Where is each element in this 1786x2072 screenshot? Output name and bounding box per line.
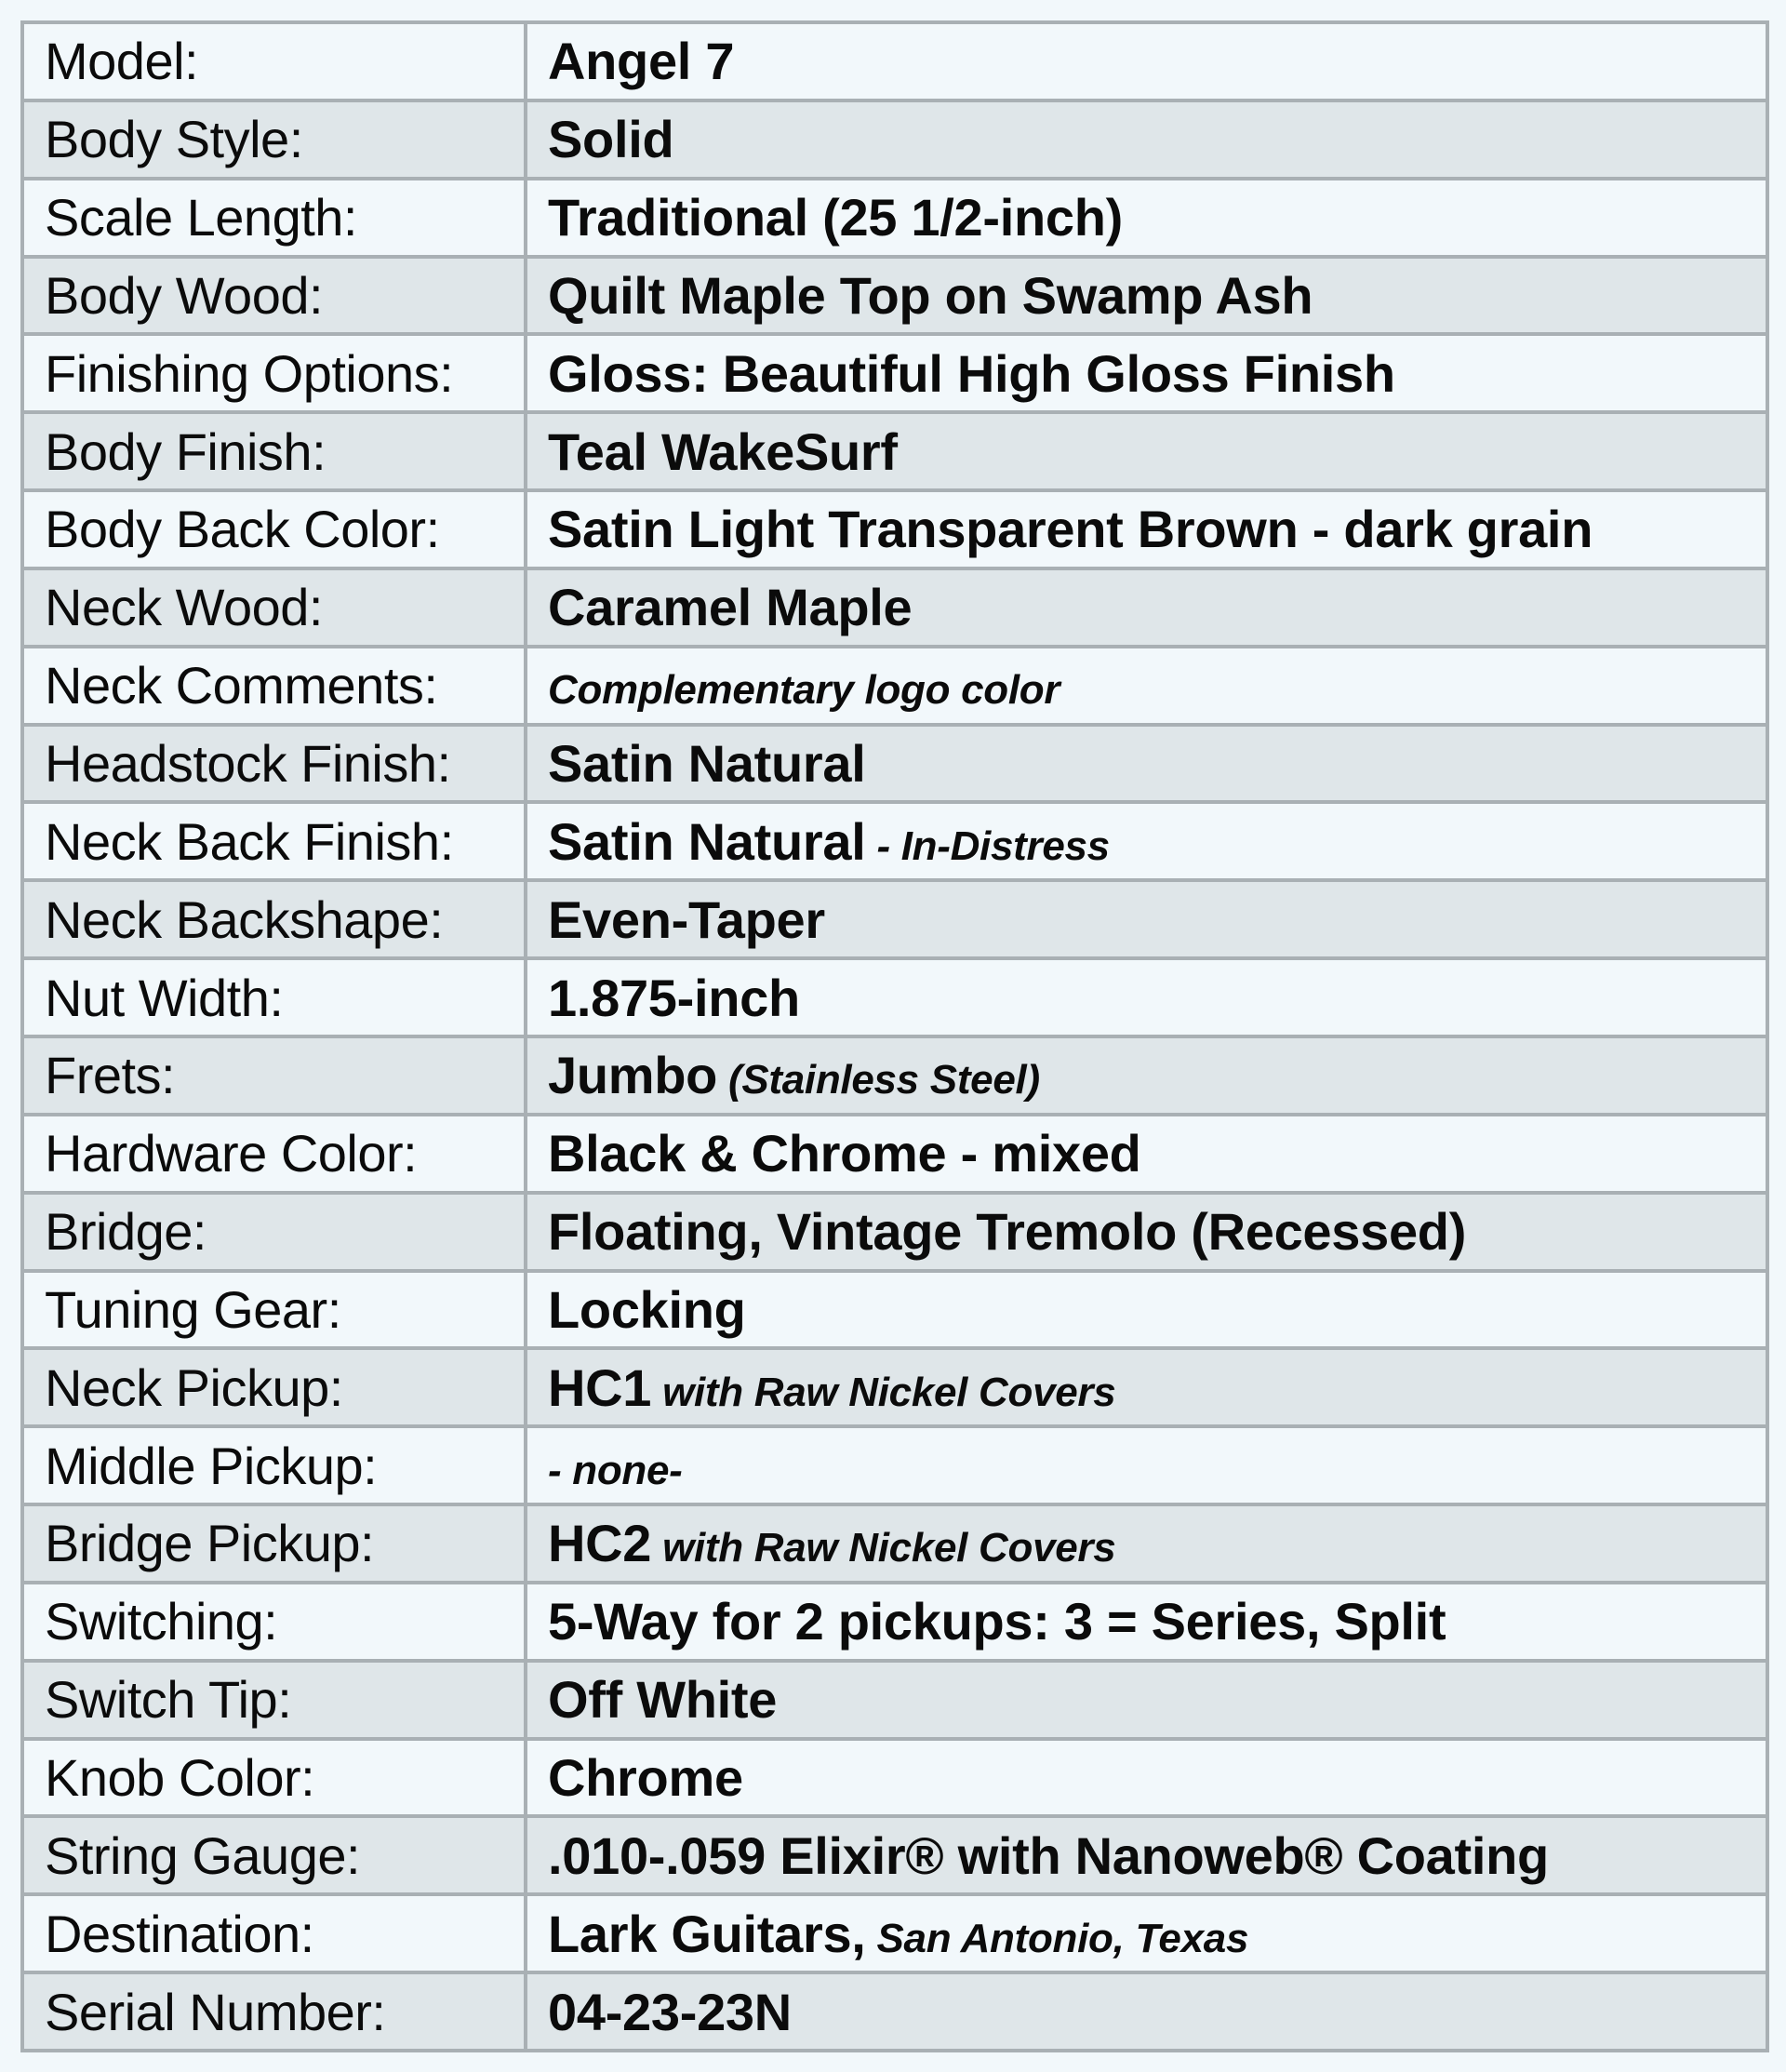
spec-value: Caramel Maple bbox=[548, 578, 913, 637]
spec-label: Switching: bbox=[22, 1583, 526, 1661]
spec-value: Satin Light Transparent Brown - dark grain bbox=[548, 500, 1593, 559]
spec-label: Finishing Options: bbox=[22, 334, 526, 412]
spec-row bbox=[22, 22, 1767, 100]
spec-label: Neck Backshape: bbox=[22, 880, 526, 958]
spec-value-cell bbox=[526, 179, 1767, 257]
spec-label: Destination: bbox=[22, 1894, 526, 1972]
spec-value-cell bbox=[526, 958, 1767, 1036]
spec-value-cell bbox=[526, 1972, 1767, 2051]
spec-row bbox=[22, 1739, 1767, 1817]
spec-table bbox=[20, 20, 1769, 2052]
spec-label: String Gauge: bbox=[22, 1816, 526, 1894]
spec-label: Nut Width: bbox=[22, 958, 526, 1036]
spec-row bbox=[22, 647, 1767, 725]
spec-value: Gloss: Beautiful High Gloss Finish bbox=[548, 343, 1395, 403]
spec-label: Hardware Color: bbox=[22, 1115, 526, 1193]
spec-value: Teal WakeSurf bbox=[548, 421, 898, 481]
spec-label: Middle Pickup: bbox=[22, 1426, 526, 1504]
spec-note: with Raw Nickel Covers bbox=[651, 1525, 1116, 1571]
spec-value: Traditional (25 1/2-inch) bbox=[548, 188, 1123, 247]
spec-value-cell bbox=[526, 1739, 1767, 1817]
spec-label: Body Style: bbox=[22, 100, 526, 179]
spec-value-cell bbox=[526, 1661, 1767, 1739]
spec-value-cell bbox=[526, 1583, 1767, 1661]
spec-row bbox=[22, 1036, 1767, 1115]
spec-row bbox=[22, 1816, 1767, 1894]
spec-label: Frets: bbox=[22, 1036, 526, 1115]
spec-value-cell bbox=[526, 725, 1767, 803]
spec-row bbox=[22, 958, 1767, 1036]
spec-value-cell bbox=[526, 412, 1767, 490]
spec-label: Bridge: bbox=[22, 1193, 526, 1271]
spec-label: Neck Wood: bbox=[22, 568, 526, 647]
spec-row bbox=[22, 179, 1767, 257]
spec-note: - In-Distress bbox=[865, 822, 1110, 869]
spec-value: Locking bbox=[548, 1279, 746, 1339]
spec-value: Even-Taper bbox=[548, 889, 825, 949]
spec-label: Body Finish: bbox=[22, 412, 526, 490]
spec-value-cell bbox=[526, 1894, 1767, 1972]
spec-row bbox=[22, 1583, 1767, 1661]
spec-value-cell bbox=[526, 1271, 1767, 1349]
spec-value: Satin Natural bbox=[548, 811, 866, 871]
spec-row bbox=[22, 1271, 1767, 1349]
spec-note: Complementary logo color bbox=[548, 667, 1060, 714]
spec-row bbox=[22, 1193, 1767, 1271]
spec-row bbox=[22, 1426, 1767, 1504]
spec-value-cell bbox=[526, 1036, 1767, 1115]
spec-value: Solid bbox=[548, 110, 674, 169]
spec-row bbox=[22, 1504, 1767, 1583]
spec-label: Serial Number: bbox=[22, 1972, 526, 2051]
spec-value: HC2 bbox=[548, 1514, 652, 1573]
spec-row bbox=[22, 1894, 1767, 1972]
spec-value: Satin Natural bbox=[548, 734, 866, 794]
spec-value-cell bbox=[526, 1504, 1767, 1583]
spec-value-cell bbox=[526, 334, 1767, 412]
spec-value-cell bbox=[526, 880, 1767, 958]
spec-label: Neck Comments: bbox=[22, 647, 526, 725]
spec-value-cell bbox=[526, 647, 1767, 725]
spec-value: Angel 7 bbox=[548, 32, 735, 91]
spec-label: Bridge Pickup: bbox=[22, 1504, 526, 1583]
spec-table-body bbox=[22, 22, 1767, 2051]
spec-value-cell bbox=[526, 802, 1767, 880]
spec-label: Switch Tip: bbox=[22, 1661, 526, 1739]
spec-note: (Stainless Steel) bbox=[717, 1057, 1040, 1103]
spec-label: Neck Pickup: bbox=[22, 1348, 526, 1426]
spec-value: Jumbo bbox=[548, 1046, 718, 1105]
spec-value: Floating, Vintage Tremolo (Recessed) bbox=[548, 1202, 1467, 1262]
spec-label: Knob Color: bbox=[22, 1739, 526, 1817]
spec-label: Body Wood: bbox=[22, 257, 526, 335]
spec-label: Neck Back Finish: bbox=[22, 802, 526, 880]
spec-value: Black & Chrome - mixed bbox=[548, 1124, 1141, 1183]
spec-row bbox=[22, 1661, 1767, 1739]
spec-value-cell bbox=[526, 1426, 1767, 1504]
spec-value: 04-23-23N bbox=[548, 1982, 792, 2041]
spec-value-cell bbox=[526, 100, 1767, 179]
spec-row bbox=[22, 334, 1767, 412]
spec-row bbox=[22, 257, 1767, 335]
spec-value: Quilt Maple Top on Swamp Ash bbox=[548, 265, 1313, 325]
spec-row bbox=[22, 412, 1767, 490]
spec-value: Chrome bbox=[548, 1747, 743, 1807]
spec-row bbox=[22, 1972, 1767, 2051]
spec-value-cell bbox=[526, 1193, 1767, 1271]
spec-row bbox=[22, 725, 1767, 803]
spec-value-cell bbox=[526, 1816, 1767, 1894]
spec-row bbox=[22, 100, 1767, 179]
spec-row bbox=[22, 490, 1767, 568]
spec-value: Lark Guitars, bbox=[548, 1904, 866, 1963]
spec-value-cell bbox=[526, 1348, 1767, 1426]
spec-row bbox=[22, 568, 1767, 647]
spec-note: San Antonio, Texas bbox=[865, 1915, 1249, 1961]
spec-value: .010-.059 Elixir® with Nanoweb® Coating bbox=[548, 1825, 1549, 1885]
spec-row bbox=[22, 1348, 1767, 1426]
spec-label: Tuning Gear: bbox=[22, 1271, 526, 1349]
spec-value: HC1 bbox=[548, 1357, 652, 1417]
spec-note: - none- bbox=[548, 1447, 683, 1493]
spec-value: 1.875-inch bbox=[548, 968, 800, 1027]
spec-row bbox=[22, 1115, 1767, 1193]
spec-value-cell bbox=[526, 1115, 1767, 1193]
spec-value-cell bbox=[526, 257, 1767, 335]
spec-label: Headstock Finish: bbox=[22, 725, 526, 803]
spec-value-cell bbox=[526, 490, 1767, 568]
spec-value: 5-Way for 2 pickups: 3 = Series, Split bbox=[548, 1592, 1446, 1651]
spec-label: Body Back Color: bbox=[22, 490, 526, 568]
spec-note: with Raw Nickel Covers bbox=[651, 1369, 1116, 1415]
spec-row bbox=[22, 880, 1767, 958]
spec-label: Model: bbox=[22, 22, 526, 100]
spec-label: Scale Length: bbox=[22, 179, 526, 257]
spec-value-cell bbox=[526, 22, 1767, 100]
spec-value-cell bbox=[526, 568, 1767, 647]
spec-value: Off White bbox=[548, 1670, 778, 1730]
spec-row bbox=[22, 802, 1767, 880]
